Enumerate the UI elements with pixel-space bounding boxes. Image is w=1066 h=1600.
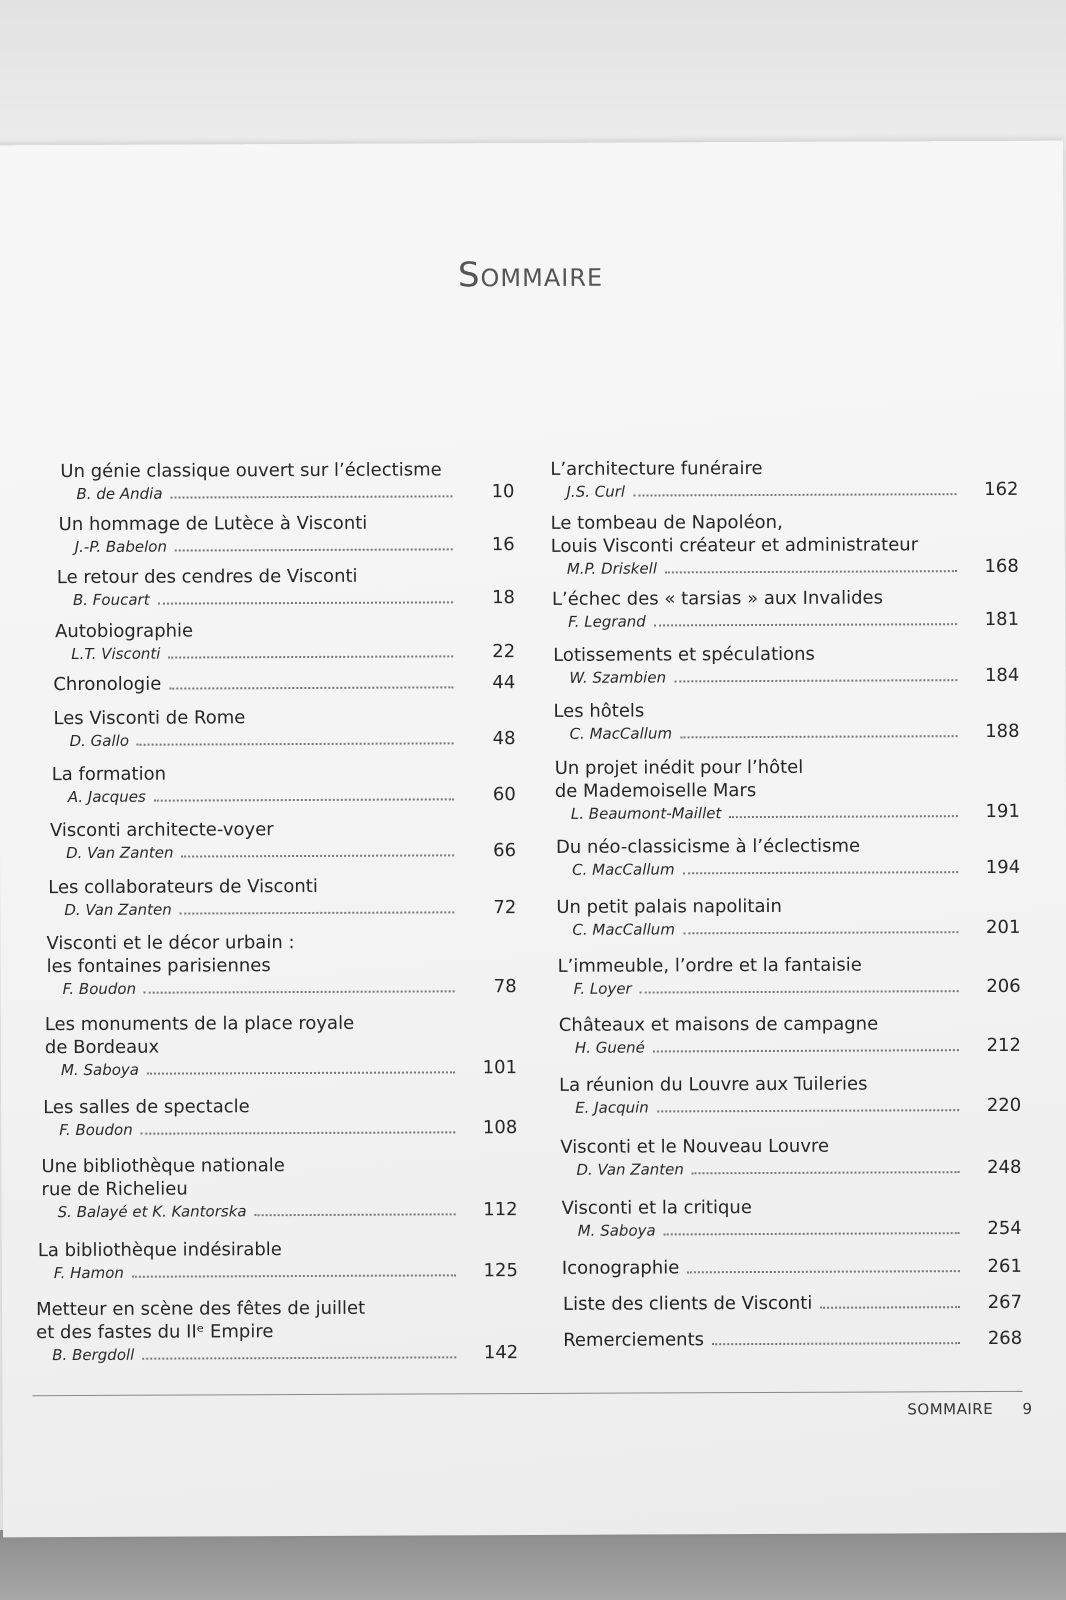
entry-page-number: 101: [482, 1057, 518, 1079]
entry-row: [54, 728, 516, 751]
entry-title: Un hommage de Lutèce à Visconti: [58, 512, 368, 536]
entry-title: Visconti et le Nouveau Louvre: [560, 1135, 830, 1158]
entry-author: W. Szambien: [569, 668, 667, 687]
dot-leader: [657, 1109, 959, 1112]
entry-page-number: 267: [987, 1291, 1023, 1314]
toc-entry: [52, 761, 516, 807]
entry-row: [562, 1218, 1022, 1241]
entry-row: [52, 784, 516, 807]
dot-leader: [147, 1071, 455, 1074]
entry-page-number: 261: [987, 1255, 1022, 1278]
entry-author: F. Boudon: [62, 979, 137, 999]
toc-entry: [559, 1012, 1021, 1058]
toc-entry: [550, 456, 1018, 502]
toc-entry: [553, 642, 1019, 688]
entry-row: [552, 609, 1019, 632]
entry-page-number: 66: [493, 840, 517, 862]
dot-leader: [169, 686, 453, 689]
entry-row: [47, 976, 517, 999]
dot-leader: [680, 735, 957, 738]
dot-leader: [640, 990, 959, 993]
entry-page-number: 220: [986, 1094, 1022, 1117]
entry-title: et des fastes du IIᵉ Empire: [36, 1321, 274, 1344]
entry-page-number: 254: [987, 1217, 1022, 1240]
dot-leader: [683, 931, 958, 934]
entry-author: D. Van Zanten: [64, 900, 172, 920]
entry-title: Un petit palais napolitain: [556, 895, 782, 918]
entry-page-number: 18: [491, 587, 515, 609]
entry-author: F. Legrand: [568, 612, 646, 631]
entry-title: Iconographie: [561, 1257, 680, 1279]
entry-row: [560, 1157, 1021, 1180]
entry-row: [57, 587, 515, 610]
entry-row: [559, 1095, 1021, 1118]
entry-page-number: 10: [491, 481, 515, 503]
entry-row: [550, 479, 1018, 502]
entry-author: E. Jacquin: [575, 1098, 649, 1117]
entry-page-number: 16: [491, 534, 515, 556]
dot-leader: [158, 601, 453, 604]
entry-author: F. Loyer: [573, 979, 632, 998]
entry-author: B. de Andia: [76, 484, 163, 503]
dot-leader: [137, 742, 454, 745]
entry-row: [43, 1117, 517, 1140]
dot-leader: [687, 1270, 960, 1273]
entry-title: rue de Richelieu: [41, 1178, 188, 1201]
dot-leader: [664, 1232, 960, 1235]
entry-page-number: 108: [482, 1117, 518, 1139]
entry-title: Du néo-classicisme à l’éclectisme: [555, 835, 861, 858]
entry-page-number: 184: [984, 664, 1020, 687]
entry-page-number: 48: [492, 728, 516, 750]
dot-leader: [171, 495, 453, 498]
entry-page-number: 162: [984, 478, 1019, 501]
entry-page-number: 142: [483, 1342, 519, 1364]
entry-page-number: 112: [483, 1199, 518, 1221]
toc-entry: [556, 834, 1020, 880]
entry-title: Un projet inédit pour l’hôtel: [554, 756, 804, 779]
page-title: Sommaire: [457, 254, 604, 296]
toc-entry: [41, 1153, 517, 1222]
entry-author: A. Jacques: [67, 787, 146, 807]
entry-page-number: 188: [985, 720, 1020, 743]
entry-title: Les hôtels: [553, 700, 645, 722]
toc-entry: [46, 930, 516, 999]
entry-author: F. Boudon: [59, 1120, 133, 1140]
toc-entry: [55, 618, 515, 664]
entry-title: Chronologie: [53, 673, 162, 696]
entry-page-number: 201: [985, 916, 1021, 939]
entry-page-number: 125: [483, 1260, 518, 1282]
toc-entry: [53, 672, 515, 695]
entry-title: Metteur en scène des fêtes de juillet: [36, 1297, 366, 1321]
book-page: [0, 141, 1066, 1538]
toc-entry: [57, 564, 515, 610]
entry-row: [38, 1260, 518, 1283]
entry-title: Les collaborateurs de Visconti: [48, 875, 318, 899]
entry-row: [50, 840, 516, 863]
toc-entry: [563, 1292, 1022, 1315]
entry-row: [556, 857, 1020, 880]
entry-author: S. Balayé et K. Kantorska: [57, 1202, 247, 1222]
toc-entry: [45, 1011, 517, 1080]
entry-author: J.-P. Babelon: [74, 537, 167, 556]
entry-title: Une bibliothèque nationale: [41, 1155, 285, 1178]
entry-page-number: 60: [492, 784, 516, 806]
entry-author: F. Hamon: [53, 1263, 124, 1283]
toc-entry: [53, 705, 515, 751]
entry-author: H. Guené: [574, 1038, 645, 1057]
toc-entry: [553, 698, 1019, 744]
entry-title: Remerciements: [563, 1329, 705, 1351]
entry-title: Louis Visconti créateur et administrateur: [550, 534, 919, 557]
entry-page-number: 206: [986, 975, 1021, 998]
entry-title: L’échec des « tarsias » aux Invalides: [551, 587, 883, 610]
dot-leader: [132, 1274, 456, 1277]
dot-leader: [180, 911, 455, 914]
footer-rule: [32, 1391, 1022, 1396]
toc-entry: [556, 894, 1020, 940]
dot-leader: [683, 871, 958, 874]
entry-title: Visconti et le décor urbain :: [46, 932, 295, 955]
entry-title: les fontaines parisiennes: [46, 955, 271, 978]
toc-entry: [560, 1134, 1021, 1180]
toc-entry: [59, 511, 515, 557]
entry-row: [553, 721, 1019, 744]
entry-author: J.S. Curl: [566, 482, 626, 501]
entry-page-number: 168: [984, 555, 1019, 578]
dot-leader: [674, 679, 957, 682]
entry-author: C. MacCallum: [569, 724, 673, 743]
toc-column-left: [36, 458, 519, 1365]
entry-title: Le retour des cendres de Visconti: [56, 565, 358, 589]
entry-author: M. Saboya: [577, 1221, 656, 1240]
entry-title: Les Visconti de Rome: [53, 707, 246, 730]
dot-leader: [665, 570, 957, 573]
dot-leader: [653, 1049, 959, 1052]
toc-entry: [552, 586, 1019, 632]
entry-row: [562, 1256, 1022, 1279]
entry-author: M.P. Driskell: [566, 559, 658, 578]
entry-row: [563, 1292, 1022, 1315]
backdrop-bottom: [0, 1530, 1066, 1600]
toc-entry: [558, 953, 1021, 999]
entry-page-number: 72: [493, 897, 517, 919]
entry-author: D. Gallo: [69, 731, 130, 751]
entry-row: [551, 556, 1019, 579]
entry-title: Autobiographie: [55, 620, 194, 643]
entry-page-number: 212: [986, 1034, 1021, 1057]
entry-title: Liste des clients de Visconti: [562, 1292, 813, 1315]
entry-page-number: 268: [987, 1327, 1023, 1350]
entry-title: Visconti et la critique: [561, 1197, 752, 1219]
entry-title: Un génie classique ouvert sur l’éclectisme: [60, 459, 442, 483]
entry-title: de Mademoiselle Mars: [554, 780, 757, 802]
entry-title: Châteaux et maisons de campagne: [558, 1013, 879, 1036]
entry-row: [42, 1199, 518, 1222]
entry-page-number: 22: [492, 641, 516, 663]
dot-leader: [154, 798, 454, 801]
dot-leader: [144, 990, 455, 993]
entry-row: [45, 1057, 517, 1080]
dot-leader: [182, 854, 455, 857]
toc-entry: [562, 1195, 1022, 1241]
entry-author: D. Van Zanten: [576, 1160, 684, 1179]
toc-entry: [43, 1094, 517, 1140]
toc-entry: [559, 1072, 1021, 1118]
entry-row: [48, 897, 516, 920]
entry-author: L.T. Visconti: [71, 644, 161, 664]
page-footer: [907, 1400, 1032, 1419]
entry-row: [563, 1328, 1022, 1351]
page-number: 9: [1022, 1399, 1033, 1418]
dot-leader: [692, 1171, 960, 1174]
entry-title: Le tombeau de Napoléon,: [550, 511, 783, 534]
entry-title: L’immeuble, l’ordre et la fantaisie: [557, 954, 862, 977]
entry-row: [555, 801, 1020, 824]
entry-row: [55, 641, 515, 664]
entry-row: [53, 672, 515, 695]
toc-column-right: [550, 456, 1023, 1351]
entry-page-number: 78: [493, 976, 517, 998]
entry-row: [558, 976, 1021, 999]
entry-author: D. Van Zanten: [66, 843, 174, 863]
entry-row: [36, 1342, 518, 1365]
toc-entry: [555, 755, 1020, 824]
dot-leader: [729, 815, 958, 818]
entry-title: Lotissements et spéculations: [553, 643, 815, 666]
entry-title: La bibliothèque indésirable: [37, 1239, 282, 1262]
entry-title: de Bordeaux: [44, 1036, 160, 1059]
dot-leader: [255, 1213, 456, 1216]
entry-page-number: 191: [985, 800, 1020, 823]
dot-leader: [141, 1131, 456, 1134]
toc-entry: [50, 817, 516, 863]
dot-leader: [633, 493, 956, 496]
entry-author: B. Bergdoll: [52, 1345, 135, 1365]
entry-author: B. Foucart: [72, 590, 150, 610]
entry-title: Les salles de spectacle: [43, 1096, 250, 1119]
dot-leader: [142, 1356, 456, 1359]
entry-row: [559, 1035, 1021, 1058]
toc-entry: [36, 1296, 518, 1365]
entry-title: Les monuments de la place royale: [44, 1012, 355, 1036]
dot-leader: [712, 1342, 960, 1345]
toc-entry: [60, 458, 514, 504]
dot-leader: [168, 655, 453, 658]
toc-entry: [38, 1237, 518, 1283]
entry-title: L’architecture funéraire: [550, 457, 763, 480]
toc-entry: [563, 1328, 1022, 1351]
dot-leader: [175, 548, 453, 551]
dot-leader: [654, 623, 957, 626]
entry-row: [60, 481, 514, 504]
entry-page-number: 181: [984, 608, 1020, 631]
entry-row: [59, 534, 515, 557]
entry-title: La réunion du Louvre aux Tuileries: [559, 1073, 868, 1096]
entry-page-number: 248: [987, 1156, 1022, 1179]
entry-author: C. MacCallum: [572, 920, 675, 939]
entry-page-number: 194: [985, 856, 1021, 879]
entry-page-number: 44: [492, 672, 516, 694]
backdrop-top: [0, 0, 1066, 150]
entry-author: L. Beaumont-Maillet: [570, 804, 722, 823]
toc-entry: [48, 874, 516, 920]
entry-title: Visconti architecte-voyer: [49, 819, 274, 842]
entry-title: La formation: [51, 763, 167, 786]
toc-entry: [562, 1256, 1022, 1279]
footer-label: SOMMAIRE: [907, 1399, 994, 1419]
entry-row: [553, 665, 1019, 688]
entry-author: C. MacCallum: [572, 860, 675, 879]
toc-entry: [551, 510, 1019, 579]
dot-leader: [820, 1306, 960, 1309]
entry-author: M. Saboya: [60, 1060, 140, 1080]
entry-row: [556, 917, 1020, 940]
